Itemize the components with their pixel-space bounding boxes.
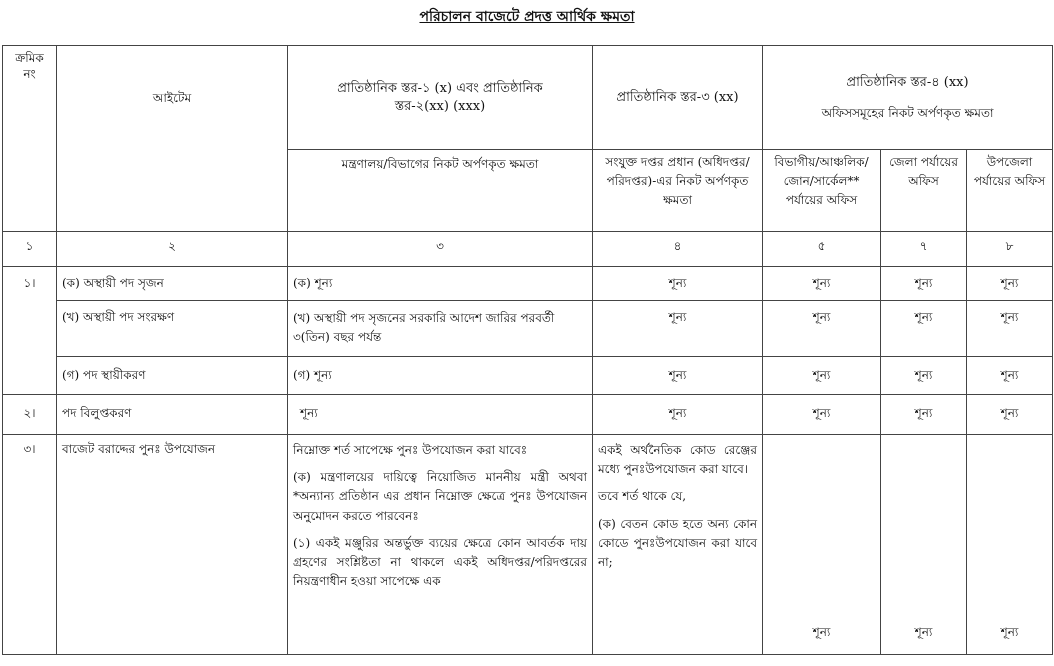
row-item: পদ বিলুপ্তকরণ <box>57 395 288 435</box>
row-upazila-power: শূন্য <box>967 395 1053 435</box>
header-item: আইটেম <box>57 46 288 232</box>
row-serial: ১। <box>3 267 57 395</box>
row-upazila-power: শূন্য <box>967 267 1053 301</box>
row-item: (ক) অস্থায়ী পদ সৃজন <box>57 267 288 301</box>
table-row <box>3 395 1053 435</box>
reappropriation-condition: নিম্নোক্ত শর্ত সাপেক্ষে পুনঃ উপযোজন করা যাবেঃ <box>293 443 528 457</box>
row-ministry-power: (গ) শূন্য <box>288 357 593 395</box>
header-level-1-2: প্রাতিষ্ঠানিক স্তর-১ (x) এবং প্রাতিষ্ঠানিক স্তর-২(xx) (xxx) <box>288 46 593 150</box>
table-row <box>3 435 1053 655</box>
row-ministry-power <box>288 435 593 655</box>
header-level-4-title: প্রাতিষ্ঠানিক স্তর-৪ (xx) <box>846 74 969 90</box>
table-row <box>3 267 1053 301</box>
col-number: ৩ <box>288 232 593 267</box>
row-upazila-power: শূন্য <box>967 357 1053 395</box>
row-ministry-power: শূন্য <box>288 395 593 435</box>
col-number: ৮ <box>967 232 1053 267</box>
header-ministry: মন্ত্রণালয়/বিভাগের নিকট অর্পণকৃত ক্ষমতা <box>288 150 593 232</box>
row-ministry-power: (ক) শূন্য <box>288 267 593 301</box>
reappropriation-clause-1: (১) একই মঞ্জুরির অন্তর্ভুক্ত ব্যয়ের ক্ষেত্রে কোন আবর্তক দায় গ্রহণের সংশ্লিষ্টতা না থাকলে একই অধিদপ্তর/পরিদপ্তরের নিয়ন্ত্রণাধীন হওয়া সাপেক্ষে এক <box>293 535 587 589</box>
table-row <box>3 301 1053 357</box>
financial-powers-table <box>2 45 1053 655</box>
dept-proviso-clause-a: (ক) বেতন কোড হতে অন্য কোন কোডে পুনঃউপযোজন করা যাবে না; <box>598 516 757 569</box>
col-number: ৫ <box>763 232 881 267</box>
dept-reappropriation-rule: একই অর্থনৈতিক কোড রেঞ্জের মধ্যে পুনঃউপযোজন করা যাবে। <box>598 443 757 477</box>
row-district-power: শূন্য <box>881 395 967 435</box>
col-number: ২ <box>57 232 288 267</box>
row-upazila-power: শূন্য <box>967 435 1053 655</box>
row-dept-power <box>593 435 763 655</box>
row-dept-power: শূন্য <box>593 395 763 435</box>
header-upazila-office: উপজেলা পর্যায়ের অফিস <box>967 150 1053 232</box>
header-district-office: জেলা পর্যায়ের অফিস <box>881 150 967 232</box>
row-divisional-power: শূন্য <box>763 357 881 395</box>
table-row <box>3 357 1053 395</box>
row-upazila-power: শূন্য <box>967 301 1053 357</box>
row-district-power: শূন্য <box>881 357 967 395</box>
reappropriation-clause-a: (ক) মন্ত্রণালয়ের দায়িত্বে নিয়োজিত মাননীয় মন্ত্রী অথবা *অন্যান্য প্রতিষ্ঠান এর প্রধান নিম্নোক্ত ক্ষেত্রে পুনঃ উপযোজন অনুমোদন করতে পারবেনঃ <box>293 470 587 523</box>
row-divisional-power: শূন্য <box>763 301 881 357</box>
row-district-power: শূন্য <box>881 301 967 357</box>
row-ministry-power: (খ) অস্থায়ী পদ সৃজনের সরকারি আদেশ জারির পরবর্তী ৩(তিন) বছর পর্যন্ত <box>288 301 593 357</box>
header-divisional-office: বিভাগীয়/আঞ্চলিক/ জোন/সার্কেল** পর্যায়ের অফিস <box>763 150 881 232</box>
row-item: (গ) পদ স্থায়ীকরণ <box>57 357 288 395</box>
col-number: ৭ <box>881 232 967 267</box>
row-dept-power: শূন্য <box>593 357 763 395</box>
header-serial: ক্রমিক নং <box>3 46 57 232</box>
header-level-3: প্রাতিষ্ঠানিক স্তর-৩ (xx) <box>593 46 763 150</box>
row-divisional-power: শূন্য <box>763 395 881 435</box>
row-item: (খ) অস্থায়ী পদ সংরক্ষণ <box>57 301 288 357</box>
header-level-4 <box>763 46 1053 150</box>
row-district-power: শূন্য <box>881 435 967 655</box>
row-dept-power: শূন্য <box>593 301 763 357</box>
row-divisional-power: শূন্য <box>763 267 881 301</box>
col-number: ৪ <box>593 232 763 267</box>
dept-proviso: তবে শর্ত থাকে যে, <box>598 489 687 504</box>
header-level-4-subtitle: অফিসসমূহের নিকট অর্পণকৃত ক্ষমতা <box>821 106 994 121</box>
row-item: বাজেট বরাদ্দের পুনঃ উপযোজন <box>57 435 288 655</box>
row-serial: ৩। <box>3 435 57 655</box>
row-serial: ২। <box>3 395 57 435</box>
row-district-power: শূন্য <box>881 267 967 301</box>
page-title: পরিচালন বাজেটে প্রদত্ত আর্থিক ক্ষমতা <box>419 9 635 25</box>
row-dept-power: শূন্য <box>593 267 763 301</box>
header-dept-head: সংযুক্ত দপ্তর প্রধান (অধিদপ্তর/পরিদপ্তর)-এর নিকট অর্পণকৃত ক্ষমতা <box>593 150 763 232</box>
row-divisional-power: শূন্য <box>763 435 881 655</box>
col-number: ১ <box>3 232 57 267</box>
